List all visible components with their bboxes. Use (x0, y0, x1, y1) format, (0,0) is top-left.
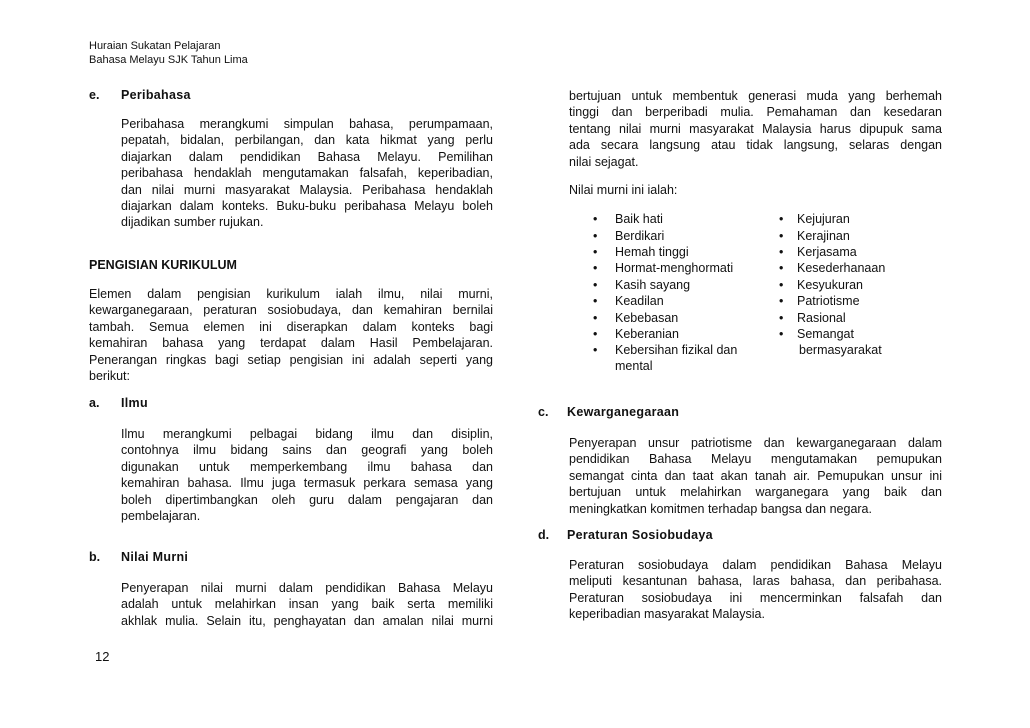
curriculum-heading: PENGISIAN KURIKULUM (89, 258, 237, 272)
text-line: keperibadian masyarakat Malaysia. (569, 607, 765, 622)
values-continuation-paragraph (569, 88, 942, 170)
text-line: meliputi kesantunan bahasa, laras bahasa, dan peribahasa. (569, 574, 942, 589)
text-line: tambah. Semua elemen ini diserapkan dalam konteks bagi (89, 319, 493, 334)
text-line: digunakan untuk memperkembang ilmu bahasa dan (121, 459, 493, 474)
text-line: boleh dipertimbangkan oleh guru dalam pengajaran dan (121, 492, 493, 507)
section-d-paragraph (569, 557, 942, 623)
values-list-col1: • Baik hati • Berdikari • Hemah tinggi • Hormat-menghormati • Kasih sayang • Keadilan • Kebebasan • Keberanian • Kebersihan fizikal dan mental (593, 212, 738, 373)
section-e-letter: e. (89, 88, 100, 102)
text-line: kemahiran bahasa yang terdapat dalam Hasil Pembelajaran. (89, 336, 493, 351)
text-line: kemahiran bahasa. Ilmu juga termasuk perkara semasa yang (121, 476, 493, 491)
curriculum-paragraph (89, 286, 493, 384)
text-line: dijadikan sumber rujukan. (121, 215, 264, 230)
section-b-paragraph (121, 580, 493, 629)
text-line: Ilmu merangkumi pelbagai bidang ilmu dan disiplin, (121, 427, 493, 441)
text-line: contohnya ilmu bidang sains dan geografi yang boleh (121, 443, 493, 458)
section-e-paragraph (121, 116, 493, 231)
text-line: pembelajaran. (121, 508, 201, 523)
bullet-icon: • (593, 311, 598, 325)
bullet-icon: • (593, 294, 598, 308)
text-line: diajarkan dalam konteks. Buku-buku peribahasa Melayu boleh (121, 198, 493, 213)
bullet-icon: • (593, 343, 598, 357)
text-line: ada secara langsung atau tidak langsung, selaras dengan (569, 138, 942, 153)
bullet-icon: • (779, 229, 784, 243)
text-line: semangat cinta dan taat akan tanah air. Pemupukan unsur ini (569, 468, 942, 483)
text-line: kewarganegaraan, peraturan sosiobudaya, dan kemahiran bernilai (89, 303, 493, 318)
values-list-intro: Nilai murni ini ialah: (569, 183, 678, 197)
bullet-icon: • (593, 278, 598, 292)
text-line: peribahasa hendaklah mengutamakan falsafah, keperibadian, (121, 166, 493, 181)
text-line: adalah untuk melahirkan insan yang baik serta memiliki (121, 597, 493, 612)
header-line-2: Bahasa Melayu SJK Tahun Lima (89, 54, 248, 66)
bullet-icon: • (593, 229, 598, 243)
section-c-letter: c. (538, 405, 549, 419)
bullet-icon: • (779, 212, 784, 226)
bullet-icon: • (779, 278, 784, 292)
text-line: nilai sejagat. (569, 154, 639, 169)
text-line: Penyerapan unsur patriotisme dan kewarganegaraan dalam (569, 436, 942, 450)
text-line: bertujuan untuk melahirkan warganegara yang baik dan (569, 485, 942, 500)
text-line: Elemen dalam pengisian kurikulum ialah ilmu, nilai murni, (89, 287, 493, 301)
values-list-col2: • Kejujuran • Kerajinan • Kerjasama • Kesederhanaan • Kesyukuran • Patriotisme • Rasional • Semangat bermasyarakat (779, 212, 886, 357)
bullet-icon: • (593, 245, 598, 259)
bullet-icon: • (779, 261, 784, 275)
bullet-icon: • (779, 327, 784, 341)
bullet-icon: • (779, 245, 784, 259)
text-line: Penyerapan nilai murni dalam pendidikan Bahasa Melayu (121, 581, 493, 595)
text-line: Peribahasa merangkumi simpulan bahasa, perumpamaan, (121, 117, 493, 131)
text-line: Penerangan ringkas bagi setiap pengisian ini adalah seperti yang (89, 352, 493, 367)
text-line: Peraturan sosiobudaya dalam pendidikan Bahasa Melayu (569, 558, 942, 572)
section-c-title: Kewarganegaraan (567, 405, 680, 419)
section-b-letter: b. (89, 550, 101, 564)
bullet-icon: • (779, 311, 784, 325)
section-c-paragraph (569, 435, 942, 517)
text-line: berikut: (89, 368, 130, 383)
text-line: dan nilai murni masyarakat Malaysia. Peribahasa hendaklah (121, 182, 493, 197)
page-number: 12 (95, 649, 110, 664)
running-header (89, 39, 248, 67)
text-line: meningkatkan komitmen terhadap bangsa dan negara. (569, 501, 872, 516)
section-d-letter: d. (538, 528, 550, 542)
bullet-icon: • (593, 261, 598, 275)
text-line: Peraturan sosiobudaya ini mencerminkan falsafah dan (569, 590, 942, 605)
bullet-icon: • (593, 327, 598, 341)
section-a-letter: a. (89, 396, 100, 410)
bullet-icon: • (593, 212, 598, 226)
text-line: akhlak mulia. Selain itu, penghayatan dan amalan nilai murni (121, 613, 493, 628)
bullet-icon: • (779, 294, 784, 308)
text-line: pendidikan Bahasa Melayu mengutamakan pemupukan (569, 452, 942, 467)
section-a-title: Ilmu (121, 396, 148, 410)
section-d-title: Peraturan Sosiobudaya (567, 528, 713, 542)
header-line-1: Huraian Sukatan Pelajaran (89, 40, 221, 52)
section-e-title: Peribahasa (121, 88, 191, 102)
text-line: bertujuan untuk membentuk generasi muda yang berhemah (569, 89, 942, 103)
text-line: tentang nilai murni masyarakat Malaysia harus dipupuk sama (569, 121, 942, 136)
text-line: diajarkan dalam pendidikan Bahasa Melayu. Pemilihan (121, 149, 493, 164)
section-b-title: Nilai Murni (121, 550, 189, 564)
section-a-paragraph (121, 426, 493, 524)
text-line: pepatah, bidalan, perbilangan, dan kata hikmat yang perlu (121, 133, 493, 148)
text-line: tinggi dan berperibadi mulia. Pemahaman dan kesedaran (569, 105, 942, 120)
